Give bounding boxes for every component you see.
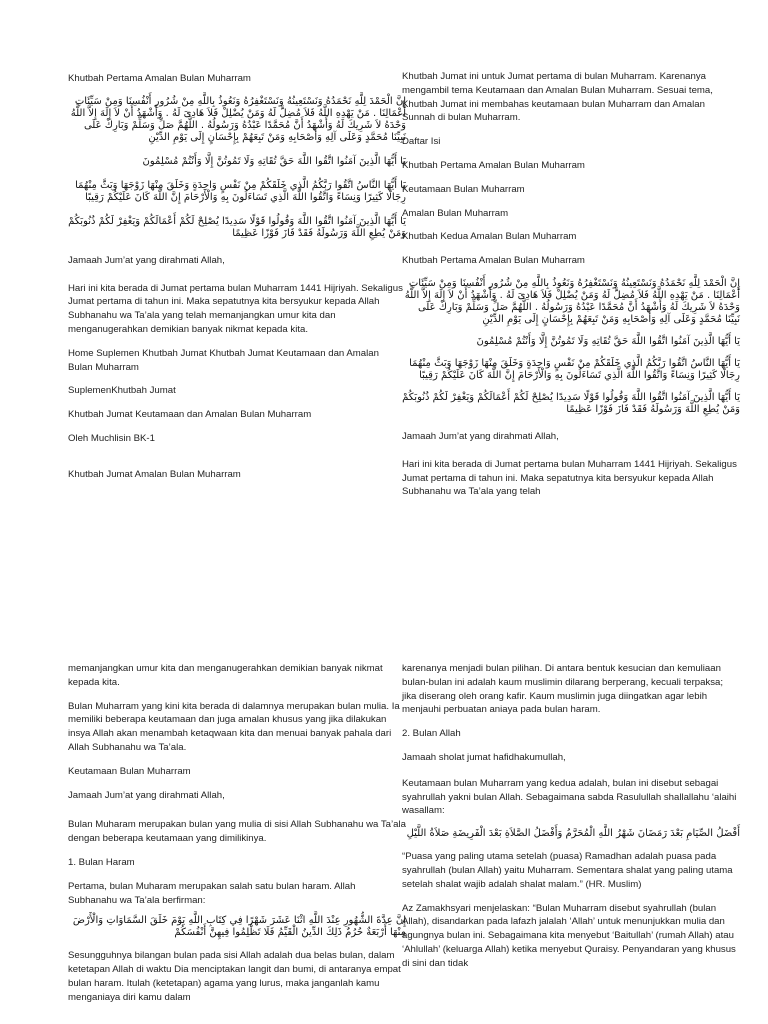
continued-text: karenanya menjadi bulan pilihan. Di antara bentuk kesucian dan kemuliaan bulan-bulan ini adalah kaum muslimin dilarang berperang, kecuali terpaksa; jika diserang oleh orang kafir. Kaum muslimin juga diingatkan agar lebih menjauhi perbuatan aniaya pada bulan haram.	[402, 663, 724, 716]
section-heading: Keutamaan Bulan Muharram	[68, 765, 191, 777]
article-title: Khutbah Jumat Keutamaan dan Amalan Bulan Muharram	[68, 409, 312, 421]
arabic-opening-text: إِنَّ الْحَمْدَ لِلَّهِ نَحْمَدُهُ وَنَسْتَعِينُهُ وَنَسْتَغْفِرُهُ وَنَعُوذُ بِاللَّهِ مِنْ شُرُورِ أَنْفُسِنَا وَمِنْ سَيِّئَاتِ أَعْمَالِنَا . مَنْ يَهْدِهِ اللَّهُ فَلاَ مُضِلَّ لَهُ وَمَنْ يُضْلِلْ فَلاَ هَادِىَ لَهُ . وَأَشْهَدُ أَنْ لاَ إِلَهَ إِلاَّ اللَّهُ وَحْدَهُ لاَ شَرِيكَ لَهُ وَأَشْهَدُ أَنَّ مُحَمَّدًا عَبْدُهُ وَرَسُولُهُ . اللَّهُمَّ صَلِّ وَسَلِّمْ وَبَارِكْ عَلَى نَبِيِّنَا مُحَمَّدٍ وَعَلَى آلِهِ وَأَصْحَابِهِ وَمَنْ تَبِعَهُمْ بِإِحْسَانٍ إِلَى يَوْمِ الدِّيْنِ	[70, 95, 406, 143]
section-heading: Khutbah Pertama Amalan Bulan Muharram	[68, 73, 251, 84]
point-heading: 2. Bulan Allah	[402, 728, 461, 740]
toc-title: Daftar Isi	[402, 136, 441, 148]
category-label: SuplemenKhutbah Jumat	[68, 385, 176, 397]
arabic-verse-2: يَا أَيُّهَا النَّاسُ اتَّقُوا رَبَّكُمُ الَّذِي خَلَقَكُمْ مِنْ نَفْسٍ وَاحِدَةٍ وَخَلَقَ مِنْهَا زَوْجَهَا وَبَثَّ مِنْهُمَا رِجَالًا كَثِيرًا وَنِسَاءً وَاتَّقُوا اللَّهَ الَّذِي تَسَاءَلُونَ بِهِ وَالْأَرْحَامَ إِنَّ اللَّهَ كَانَ عَلَيْكُمْ رَقِيبًا	[409, 357, 740, 381]
arabic-verse-3: يَا أَيُّهَا الَّذِينَ آمَنُوا اتَّقُوا اللَّهَ وَقُولُوا قَوْلًا سَدِيدًا يُصْلِحْ لَكُمْ أَعْمَالَكُمْ وَيَغْفِرْ لَكُمْ ذُنُوبَكُمْ وَمَنْ يُطِعِ اللَّهَ وَرَسُولَهُ فَقَدْ فَازَ فَوْزًا عَظِيمًا	[68, 215, 406, 239]
toc-item[interactable]: Khutbah Pertama Amalan Bulan Muharram	[402, 159, 585, 171]
arabic-verse-1: يَا أَيُّهَا الَّذِينَ آمَنُوا اتَّقُوا اللَّهَ حَقَّ تُقَاتِهِ وَلَا تَمُوتُنَّ إِلَّا وَأَنْتُمْ مُسْلِمُونَ	[142, 155, 406, 167]
toc-item[interactable]: Khutbah Pertama Amalan Bulan Muharram	[402, 255, 585, 267]
body-paragraph: Bulan Muharam merupakan bulan yang mulia di sisi Allah Subhanahu wa Ta’ala dengan beberapa keutamaan yang dimilikinya.	[68, 819, 406, 845]
continued-text: memanjangkan umur kita dan menganugerahkan demikian banyak nikmat kepada kita.	[68, 663, 383, 688]
point-heading: 1. Bulan Haram	[68, 856, 135, 868]
hadith-translation: “Puasa yang paling utama setelah (puasa) Ramadhan adalah puasa pada syahrullah (bulan Allah) yaitu Muharram. Sementara shalat yang paling utama setelah shalat wajib adalah shalat malam.” (HR. Muslim)	[402, 851, 733, 890]
page-gap	[0, 512, 768, 640]
author-line: Oleh Muchlisin BK-1	[68, 432, 155, 444]
body-paragraph: Az Zamakhsyari menjelaskan: “Bulan Muharram disebut syahrullah (bulan Allah), disandarkan pada lafazh jalalah ‘Allah’ untuk menunjukkan mulia dan agungnya bulan ini. Sebagaimana kita menyebut ‘Baitullah’ (rumah Allah) atau ‘Ahlullah’ (keluarga Allah) ketika menyebut Quraisy. Penyandaran yang khusus di sini dan tidak	[402, 902, 736, 969]
document-page-2	[0, 640, 768, 1024]
body-paragraph: Hari ini kita berada di Jumat pertama bulan Muharram 1441 Hijriyah. Sekaligus Jumat pertama di tahun ini. Maka sepatutnya kita bersyukur kepada Allah Subhanahu wa Ta’ala yang telah	[402, 458, 737, 498]
body-paragraph: Bulan Muharram yang kini kita berada di dalamnya merupakan bulan mulia. Ia memiliki beberapa keutamaan dan juga amalan khusus yang jika dilakukan insya Allah akan menambah ketaqwaan kita dan menuai banyak pahala dari Allah Subhanahu wa Ta’ala.	[68, 700, 400, 753]
arabic-verse-3: يَا أَيُّهَا الَّذِينَ آمَنُوا اتَّقُوا اللَّهَ وَقُولُوا قَوْلًا سَدِيدًا يُصْلِحْ لَكُمْ أَعْمَالَكُمْ وَيَغْفِرْ لَكُمْ ذُنُوبَكُمْ وَمَنْ يُطِعِ اللَّهَ وَرَسُولَهُ فَقَدْ فَازَ فَوْزًا عَظِيمًا	[402, 391, 740, 415]
body-paragraph: Hari ini kita berada di Jumat pertama bulan Muharram 1441 Hijriyah. Sekaligus Jumat pertama di tahun ini. Maka sepatutnya kita bersyukur kepada Allah Subhanahu wa Ta’ala yang telah memanjangkan umur kita dan menganugerahkan demikian banyak nikmat kepada kita.	[68, 282, 403, 335]
jamaah-greeting: Jamaah sholat jumat hafidhakumullah,	[402, 751, 566, 763]
body-paragraph: Pertama, bulan Muharam merupakan salah satu bulan haram. Allah Subhanahu wa Ta’ala berfirman:	[68, 880, 356, 906]
arabic-verse-2: يَا أَيُّهَا النَّاسُ اتَّقُوا رَبَّكُمُ الَّذِي خَلَقَكُمْ مِنْ نَفْسٍ وَاحِدَةٍ وَخَلَقَ مِنْهَا زَوْجَهَا وَبَثَّ مِنْهُمَا رِجَالًا كَثِيرًا وَنِسَاءً وَاتَّقُوا اللَّهَ الَّذِي تَسَاءَلُونَ بِهِ وَالْأَرْحَامَ إِنَّ اللَّهَ كَانَ عَلَيْكُمْ رَقِيبًا	[75, 179, 406, 203]
section-subtitle: Khutbah Jumat Amalan Bulan Muharram	[68, 468, 241, 480]
body-paragraph: Sesungguhnya bilangan bulan pada sisi Allah adalah dua belas bulan, dalam ketetapan Allah di waktu Dia menciptakan langit dan bumi, di antaranya empat bulan haram. Itulah (ketetapan) agama yang lurus, maka janganlah kamu menganiaya diri kamu dalam	[68, 950, 401, 1003]
body-paragraph: Keutamaan bulan Muharram yang kedua adalah, bulan ini disebut sebagai syahrullah yakni bulan Allah. Sebagaimana sabda Rasulullah shallallahu ‘alaihi wasallam:	[402, 777, 737, 817]
page2-right-column	[402, 662, 740, 971]
breadcrumb: Home Suplemen Khutbah Jumat Khutbah Jumat Keutamaan dan Amalan Bulan Muharram	[68, 347, 379, 373]
page2-left-column	[68, 662, 406, 1005]
intro-paragraph: Khutbah Jumat ini untuk Jumat pertama di bulan Muharram. Karenanya mengambil tema Keutamaan dan Amalan Bulan Muharram. Sesuai tema, Khutbah Jumat ini membahas keutamaan bulan Muharram dan Amalan Sunnah di bulan Muharram.	[402, 71, 713, 124]
toc-item[interactable]: Khutbah Kedua Amalan Bulan Muharram	[402, 231, 577, 243]
arabic-verse-1: يَا أَيُّهَا الَّذِينَ آمَنُوا اتَّقُوا اللَّهَ حَقَّ تُقَاتِهِ وَلَا تَمُوتُنَّ إِلَّا وَأَنْتُمْ مُسْلِمُونَ	[476, 335, 740, 347]
page1-right-column	[402, 70, 740, 499]
arabic-hadith: أَفْضَلُ الصِّيَامِ بَعْدَ رَمَضَانَ شَهْرُ اللَّهِ الْمُحَرَّمُ وَأَفْضَلُ الصَّلاَةِ بَعْدَ الْفَرِيضَةِ صَلاَةُ اللَّيْلِ	[406, 828, 740, 840]
page1-left-column	[68, 72, 406, 482]
arabic-opening-text: إِنَّ الْحَمْدَ لِلَّهِ نَحْمَدُهُ وَنَسْتَعِينُهُ وَنَسْتَغْفِرُهُ وَنَعُوذُ بِاللَّهِ مِنْ شُرُورِ أَنْفُسِنَا وَمِنْ سَيِّئَاتِ أَعْمَالِنَا . مَنْ يَهْدِهِ اللَّهُ فَلاَ مُضِلَّ لَهُ وَمَنْ يُضْلِلْ فَلاَ هَادِىَ لَهُ . وَأَشْهَدُ أَنْ لاَ إِلَهَ إِلاَّ اللَّهُ وَحْدَهُ لاَ شَرِيكَ لَهُ وَأَشْهَدُ أَنَّ مُحَمَّدًا عَبْدُهُ وَرَسُولُهُ . اللَّهُمَّ صَلِّ وَسَلِّمْ وَبَارِكْ عَلَى نَبِيِّنَا مُحَمَّدٍ وَعَلَى آلِهِ وَأَصْحَابِهِ وَمَنْ تَبِعَهُمْ بِإِحْسَانٍ إِلَى يَوْمِ الدِّيْنِ	[404, 277, 740, 325]
toc-item[interactable]: Keutamaan Bulan Muharram	[402, 183, 525, 195]
jamaah-greeting: Jamaah Jum’at yang dirahmati Allah,	[68, 254, 225, 266]
jamaah-greeting: Jamaah Jum’at yang dirahmati Allah,	[68, 789, 225, 801]
arabic-quran-verse: إِنَّ عِدَّةَ الشُّهُورِ عِنْدَ اللَّهِ اثْنَا عَشَرَ شَهْرًا فِي كِتَابِ اللَّهِ يَوْمَ خَلَقَ السَّمَاوَاتِ وَالْأَرْضَ مِنْهَا أَرْبَعَةٌ حُرُمٌ ذَلِكَ الدِّينُ الْقَيِّمُ فَلَا تَظْلِمُوا فِيهِنَّ أَنْفُسَكُمْ	[72, 915, 406, 939]
jamaah-greeting: Jamaah Jum’at yang dirahmati Allah,	[402, 430, 559, 442]
toc-item[interactable]: Amalan Bulan Muharram	[402, 207, 509, 219]
